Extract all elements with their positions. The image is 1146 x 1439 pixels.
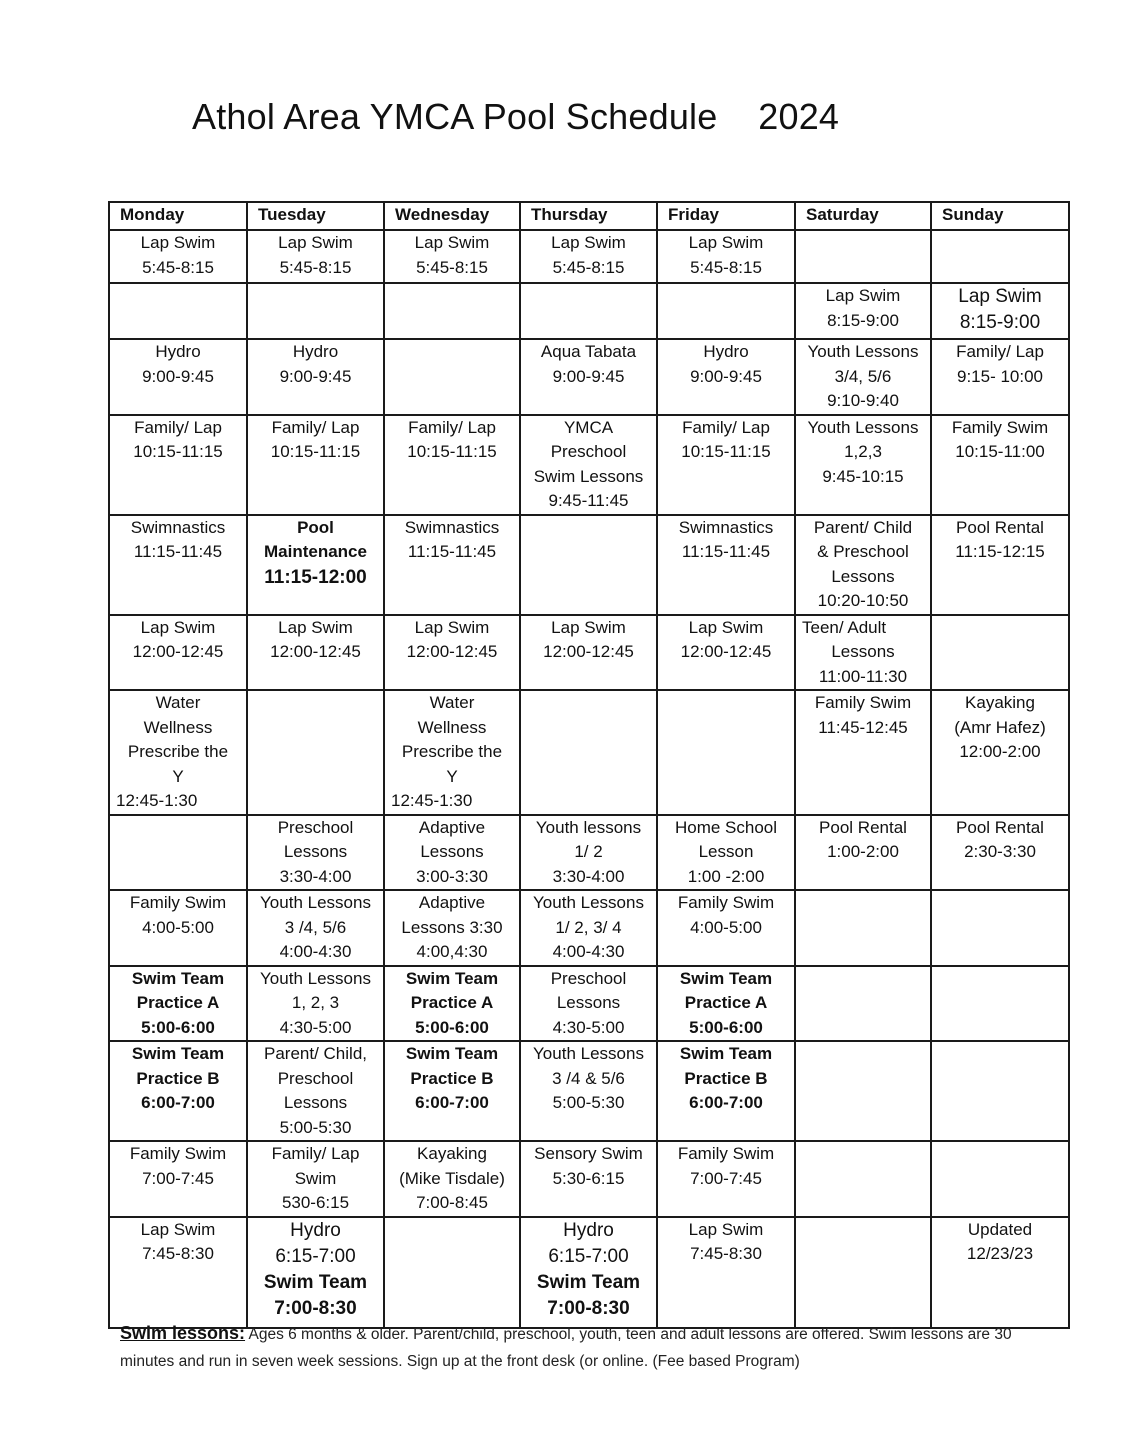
- schedule-cell: [657, 339, 795, 415]
- schedule-cell: [657, 690, 795, 815]
- cell-line: 9:45-11:45: [548, 491, 629, 510]
- page-title: Athol Area YMCA Pool Schedule 2024: [192, 96, 840, 137]
- cell-line: Aqua Tabata: [540, 342, 637, 361]
- cell-line: Swimnastics: [130, 517, 226, 537]
- cell-line: Adaptive: [418, 817, 486, 837]
- cell-line: Practice B: [684, 1068, 768, 1088]
- cell-line: Family/ Lap: [682, 417, 770, 437]
- cell-line: 7:45-8:30: [142, 1244, 214, 1263]
- cell-line: Practice B: [410, 1068, 494, 1088]
- cell-line: Practice B: [136, 1068, 220, 1088]
- cell-line: 5:00-5:30: [552, 1093, 625, 1112]
- schedule-cell: [795, 690, 931, 815]
- cell-line: Swimnastics: [678, 517, 774, 537]
- cell-line: 12/23/23: [966, 1244, 1034, 1263]
- schedule-cell: [109, 890, 247, 966]
- schedule-cell: [657, 283, 795, 339]
- cell-line: Kayaking: [965, 693, 1035, 712]
- cell-line: 5:45-8:15: [552, 257, 625, 277]
- cell-line: 3:00-3:30: [416, 866, 488, 886]
- cell-line: Family Swim: [129, 1144, 227, 1163]
- cell-line: Swim Team: [263, 1271, 368, 1293]
- cell-line: 3 /4 & 5/6: [552, 1068, 625, 1088]
- cell-line: Lap Swim: [140, 617, 216, 637]
- schedule-cell: [247, 1141, 384, 1217]
- header-row: [109, 202, 1069, 230]
- cell-line: 12:00-12:45: [543, 642, 634, 661]
- schedule-cell: [384, 815, 520, 891]
- cell-line: Swimnastics: [404, 517, 500, 537]
- cell-line: 4:30-5:00: [552, 1017, 625, 1037]
- schedule-cell: [109, 690, 247, 815]
- cell-line: Prescribe the: [401, 742, 503, 761]
- cell-line: 1, 2, 3: [291, 993, 340, 1012]
- schedule-cell: [109, 230, 247, 283]
- cell-line: Lap Swim: [958, 286, 1042, 307]
- cell-line: (Amr Hafez): [954, 717, 1046, 737]
- swim-lessons-text: Ages 6 months & older. Parent/child, preschool, youth, teen and adult lessons are offered. Swim lessons are 30 minutes and run in seven week sessions. Sign up at the front desk (or online. (Fee based Program): [120, 1326, 1012, 1370]
- schedule-cell: [795, 890, 931, 966]
- cell-line: 7:00-8:30: [274, 1297, 357, 1319]
- table-row: [109, 1217, 1069, 1328]
- schedule-cell: [109, 1041, 247, 1141]
- schedule-cell: [247, 415, 384, 515]
- schedule-table: [108, 201, 1070, 1329]
- cell-line: Hydro: [290, 1219, 341, 1241]
- schedule-cell: [384, 1041, 520, 1141]
- schedule-cell: [657, 966, 795, 1042]
- cell-line: Family/ Lap: [271, 1144, 360, 1163]
- schedule-cell: [384, 1217, 520, 1328]
- cell-line: Lessons: [831, 566, 895, 586]
- cell-line: 12:00-12:45: [680, 642, 772, 661]
- schedule-cell: [247, 890, 384, 966]
- cell-line: 6:15-7:00: [275, 1245, 356, 1267]
- table-row: [109, 890, 1069, 966]
- cell-line: Preschool: [550, 442, 627, 461]
- cell-line: Family Swim: [677, 893, 775, 912]
- cell-line: 4:00-5:00: [142, 917, 214, 937]
- table-row: [109, 1041, 1069, 1141]
- schedule-cell: [931, 230, 1069, 283]
- cell-line: 5:45-8:15: [690, 257, 762, 277]
- cell-line: 12:00-12:45: [270, 642, 361, 661]
- cell-line: 11:15-11:45: [681, 542, 771, 561]
- cell-line: 9:00-9:45: [690, 366, 762, 386]
- cell-line: 4:00,4:30: [416, 942, 488, 961]
- cell-line: Y: [446, 766, 458, 786]
- cell-line: 9:45-10:15: [822, 466, 904, 486]
- swim-lessons-label: Swim lessons:: [120, 1323, 246, 1343]
- cell-line: Swim Team: [131, 1044, 225, 1063]
- schedule-cell: [657, 515, 795, 615]
- cell-line: 5:45-8:15: [142, 257, 214, 277]
- cell-line: 9:10-9:40: [827, 391, 899, 410]
- schedule-cell: [657, 1041, 795, 1141]
- schedule-cell: [109, 339, 247, 415]
- cell-line: 4:00-4:30: [552, 942, 625, 961]
- cell-line: Preschool: [277, 1068, 354, 1088]
- schedule-cell: [247, 1217, 384, 1328]
- cell-line: Updated: [967, 1219, 1033, 1239]
- cell-line: Practice A: [684, 993, 768, 1012]
- day-header: Sunday: [931, 202, 1069, 230]
- cell-line: Swim Lessons: [533, 466, 644, 486]
- schedule-cell: [931, 515, 1069, 615]
- schedule-cell: [931, 690, 1069, 815]
- cell-line: 3:30-4:00: [552, 866, 625, 886]
- schedule-cell: [384, 339, 520, 415]
- cell-line: Lap Swim: [140, 233, 216, 252]
- cell-line: 7:00-8:30: [547, 1297, 630, 1319]
- table-row: [109, 615, 1069, 691]
- schedule-cell: [520, 1141, 657, 1217]
- schedule-cell: [657, 230, 795, 283]
- schedule-cell: [109, 815, 247, 891]
- cell-line: Swim Team: [405, 968, 499, 988]
- cell-line: Pool Rental: [956, 517, 1044, 537]
- cell-line: 6:00-7:00: [689, 1093, 763, 1112]
- cell-line: 11:15-11:45: [133, 542, 223, 561]
- cell-line: Youth Lessons: [807, 417, 919, 437]
- schedule-cell: [931, 283, 1069, 339]
- cell-line: Lessons: [420, 842, 484, 861]
- schedule-cell: [795, 1217, 931, 1328]
- cell-line: Lap Swim: [278, 617, 353, 637]
- schedule-cell: [795, 415, 931, 515]
- cell-line: Lessons: [556, 993, 621, 1012]
- cell-line: Hydro: [703, 342, 749, 361]
- schedule-cell: [795, 1141, 931, 1217]
- cell-line: Wellness: [143, 717, 213, 737]
- cell-line: Family Swim: [814, 693, 912, 712]
- cell-line: 4:00-4:30: [279, 942, 352, 961]
- schedule-cell: [520, 615, 657, 691]
- cell-line: 5:00-6:00: [415, 1017, 489, 1037]
- cell-line: 12:00-2:00: [959, 742, 1041, 761]
- cell-line: Lap Swim: [414, 233, 490, 252]
- cell-line: Swim Team: [679, 968, 773, 988]
- cell-line: Lap Swim: [414, 617, 490, 637]
- cell-line: 4:30-5:00: [279, 1017, 352, 1037]
- cell-line: Water: [155, 693, 201, 712]
- cell-line: Wellness: [417, 717, 487, 737]
- cell-line: Swim Team: [405, 1044, 499, 1063]
- cell-line: Youth Lessons: [807, 342, 919, 361]
- schedule-cell: [109, 283, 247, 339]
- cell-line: Swim Team: [536, 1271, 641, 1293]
- cell-line: 12:45-1:30: [116, 791, 198, 810]
- cell-line: Lesson: [698, 842, 754, 861]
- schedule-cell: [657, 815, 795, 891]
- table-row: [109, 815, 1069, 891]
- schedule-cell: [109, 415, 247, 515]
- cell-line: Youth Lessons: [260, 968, 371, 988]
- cell-line: Parent/ Child: [813, 517, 913, 537]
- cell-line: Practice A: [136, 993, 220, 1012]
- schedule-cell: [520, 515, 657, 615]
- table-row: [109, 1141, 1069, 1217]
- schedule-cell: [520, 890, 657, 966]
- cell-line: 5:00-5:30: [279, 1117, 352, 1137]
- schedule-cell: [384, 283, 520, 339]
- schedule-cell: [384, 1141, 520, 1217]
- cell-line: 10:15-11:15: [270, 442, 361, 461]
- cell-line: Y: [172, 766, 184, 786]
- cell-line: 11:15-12:00: [264, 566, 367, 588]
- cell-line: Family/ Lap: [134, 417, 222, 437]
- table-row: [109, 690, 1069, 815]
- cell-line: 12:00-12:45: [406, 642, 498, 661]
- day-header: Tuesday: [247, 202, 384, 230]
- cell-line: Hydro: [155, 342, 201, 361]
- cell-line: Youth Lessons: [533, 893, 644, 912]
- cell-line: 6:15-7:00: [548, 1245, 629, 1267]
- schedule-cell: [247, 690, 384, 815]
- cell-line: 12:45-1:30: [391, 791, 473, 810]
- schedule-cell: [657, 615, 795, 691]
- cell-line: Youth lessons: [535, 817, 642, 837]
- cell-line: 11:15-12:15: [955, 542, 1045, 561]
- cell-line: Youth Lessons: [260, 893, 371, 912]
- cell-line: 10:15-11:00: [955, 442, 1045, 461]
- cell-line: Family Swim: [677, 1144, 775, 1163]
- cell-line: Family Swim: [129, 893, 227, 912]
- cell-line: 11:00-11:30: [818, 666, 908, 686]
- cell-line: Pool: [297, 517, 334, 537]
- cell-line: Family/ Lap: [956, 342, 1044, 361]
- schedule-cell: [795, 815, 931, 891]
- cell-line: Lap Swim: [551, 617, 626, 637]
- cell-line: Teen/ Adult: [802, 617, 887, 637]
- table-row: [109, 283, 1069, 339]
- cell-line: 9:15- 10:00: [956, 366, 1043, 386]
- schedule-cell: [931, 890, 1069, 966]
- cell-line: Lap Swim: [688, 1219, 764, 1239]
- cell-line: 5:00-6:00: [689, 1017, 763, 1037]
- cell-line: 1/ 2: [574, 842, 603, 861]
- schedule-cell: [247, 339, 384, 415]
- table-row: [109, 515, 1069, 615]
- schedule-cell: [384, 230, 520, 283]
- schedule-cell: [384, 690, 520, 815]
- cell-line: 11:15-11:45: [407, 542, 497, 561]
- schedule-cell: [247, 1041, 384, 1141]
- cell-line: Lap Swim: [688, 617, 764, 637]
- schedule-cell: [520, 966, 657, 1042]
- schedule-cell: [384, 415, 520, 515]
- schedule-cell: [109, 615, 247, 691]
- table-row: [109, 339, 1069, 415]
- cell-line: 10:20-10:50: [817, 591, 909, 610]
- schedule-cell: [795, 515, 931, 615]
- cell-line: 10:15-11:15: [681, 442, 771, 461]
- swim-lessons-note: [120, 1320, 1060, 1375]
- schedule-cell: [247, 966, 384, 1042]
- cell-line: 11:45-12:45: [818, 717, 908, 737]
- cell-line: 9:00-9:45: [279, 366, 352, 386]
- schedule-cell: [931, 615, 1069, 691]
- cell-line: 1:00-2:00: [827, 842, 899, 861]
- cell-line: Parent/ Child,: [264, 1044, 367, 1063]
- schedule-cell: [795, 966, 931, 1042]
- cell-line: Family/ Lap: [408, 417, 496, 437]
- cell-line: Family/ Lap: [271, 417, 360, 437]
- schedule-cell: [931, 1217, 1069, 1328]
- cell-line: (Mike Tisdale): [399, 1168, 505, 1188]
- cell-line: 10:15-11:15: [407, 442, 497, 461]
- cell-line: 10:15-11:15: [133, 442, 223, 461]
- cell-line: Family Swim: [951, 417, 1049, 437]
- cell-line: 7:00-8:45: [416, 1193, 488, 1212]
- schedule-cell: [657, 890, 795, 966]
- cell-line: Lessons: [283, 842, 348, 861]
- day-header: Friday: [657, 202, 795, 230]
- schedule-cell: [247, 515, 384, 615]
- cell-line: 9:00-9:45: [552, 366, 625, 386]
- cell-line: Pool Rental: [956, 817, 1044, 837]
- schedule-cell: [109, 1217, 247, 1328]
- schedule-cell: [657, 415, 795, 515]
- schedule-cell: [520, 415, 657, 515]
- cell-line: Swim: [294, 1168, 337, 1188]
- schedule-cell: [520, 230, 657, 283]
- schedule-cell: [931, 1141, 1069, 1217]
- cell-line: 5:00-6:00: [141, 1017, 215, 1037]
- cell-line: 8:15-9:00: [959, 312, 1041, 333]
- cell-line: 3/4, 5/6: [834, 366, 892, 386]
- cell-line: Home School: [674, 817, 778, 837]
- cell-line: Lap Swim: [140, 1219, 216, 1239]
- cell-line: 7:45-8:30: [690, 1244, 762, 1263]
- schedule-cell: [931, 815, 1069, 891]
- schedule-cell: [384, 966, 520, 1042]
- schedule-cell: [795, 615, 931, 691]
- cell-line: 12:00-12:45: [132, 642, 224, 661]
- cell-line: Swim Team: [131, 968, 225, 988]
- schedule-cell: [520, 1041, 657, 1141]
- cell-line: Preschool: [277, 817, 354, 837]
- schedule-cell: [795, 283, 931, 339]
- schedule-cell: [795, 339, 931, 415]
- table-row: [109, 230, 1069, 283]
- schedule-cell: [520, 690, 657, 815]
- cell-line: Lap Swim: [825, 286, 901, 305]
- day-header: Thursday: [520, 202, 657, 230]
- cell-line: Maintenance: [264, 542, 367, 561]
- schedule-cell: [520, 1217, 657, 1328]
- cell-line: Pool Rental: [819, 817, 907, 837]
- cell-line: Adaptive: [418, 893, 486, 912]
- cell-line: 7:00-7:45: [690, 1168, 762, 1188]
- schedule-cell: [795, 1041, 931, 1141]
- cell-line: 3 /4, 5/6: [284, 917, 347, 937]
- cell-line: 4:00-5:00: [690, 917, 762, 937]
- cell-line: Kayaking: [417, 1144, 487, 1163]
- cell-line: YMCA: [563, 417, 614, 437]
- cell-line: 6:00-7:00: [141, 1093, 215, 1112]
- table-row: [109, 966, 1069, 1042]
- schedule-cell: [657, 1217, 795, 1328]
- schedule-cell: [931, 966, 1069, 1042]
- cell-line: 1/ 2, 3/ 4: [555, 917, 622, 937]
- schedule-cell: [109, 966, 247, 1042]
- schedule-cell: [247, 230, 384, 283]
- schedule-cell: [247, 283, 384, 339]
- schedule-cell: [520, 283, 657, 339]
- cell-line: 6:00-7:00: [415, 1093, 489, 1112]
- schedule-cell: [247, 615, 384, 691]
- schedule-cell: [931, 339, 1069, 415]
- cell-line: & Preschool: [817, 542, 909, 561]
- cell-line: Hydro: [563, 1219, 614, 1241]
- cell-line: Swim Team: [679, 1044, 773, 1063]
- day-header: Monday: [109, 202, 247, 230]
- schedule-cell: [520, 339, 657, 415]
- schedule-cell: [109, 1141, 247, 1217]
- cell-line: 3:30-4:00: [279, 866, 352, 886]
- schedule-cell: [384, 890, 520, 966]
- schedule-cell: [795, 230, 931, 283]
- cell-line: 5:45-8:15: [279, 257, 352, 277]
- cell-line: Lap Swim: [551, 233, 626, 252]
- cell-line: 530-6:15: [281, 1193, 350, 1212]
- schedule-cell: [109, 515, 247, 615]
- cell-line: Sensory Swim: [534, 1144, 643, 1163]
- cell-line: Lap Swim: [688, 233, 764, 252]
- cell-line: Youth Lessons: [533, 1044, 644, 1063]
- cell-line: 7:00-7:45: [142, 1168, 214, 1188]
- cell-line: 1,2,3: [844, 442, 882, 461]
- cell-line: Prescribe the: [127, 742, 229, 761]
- schedule-cell: [657, 1141, 795, 1217]
- day-header: Saturday: [795, 202, 931, 230]
- cell-line: 2:30-3:30: [964, 842, 1036, 861]
- cell-line: Hydro: [292, 342, 339, 361]
- cell-line: 5:30-6:15: [552, 1168, 625, 1188]
- cell-line: 8:15-9:00: [827, 310, 899, 330]
- cell-line: Preschool: [550, 968, 627, 988]
- cell-line: Lap Swim: [278, 233, 353, 252]
- day-header: Wednesday: [384, 202, 520, 230]
- schedule-cell: [384, 515, 520, 615]
- table-row: [109, 415, 1069, 515]
- cell-line: 5:45-8:15: [416, 257, 488, 277]
- cell-line: Lessons: [831, 642, 895, 661]
- schedule-cell: [384, 615, 520, 691]
- cell-line: Practice A: [410, 993, 494, 1012]
- cell-line: Lessons 3:30: [401, 917, 503, 937]
- schedule-cell: [247, 815, 384, 891]
- cell-line: 9:00-9:45: [142, 366, 214, 386]
- cell-line: 1:00 -2:00: [687, 866, 765, 886]
- schedule-cell: [931, 415, 1069, 515]
- cell-line: Lessons: [283, 1093, 348, 1112]
- schedule-cell: [931, 1041, 1069, 1141]
- cell-line: Water: [429, 693, 475, 712]
- schedule-cell: [520, 815, 657, 891]
